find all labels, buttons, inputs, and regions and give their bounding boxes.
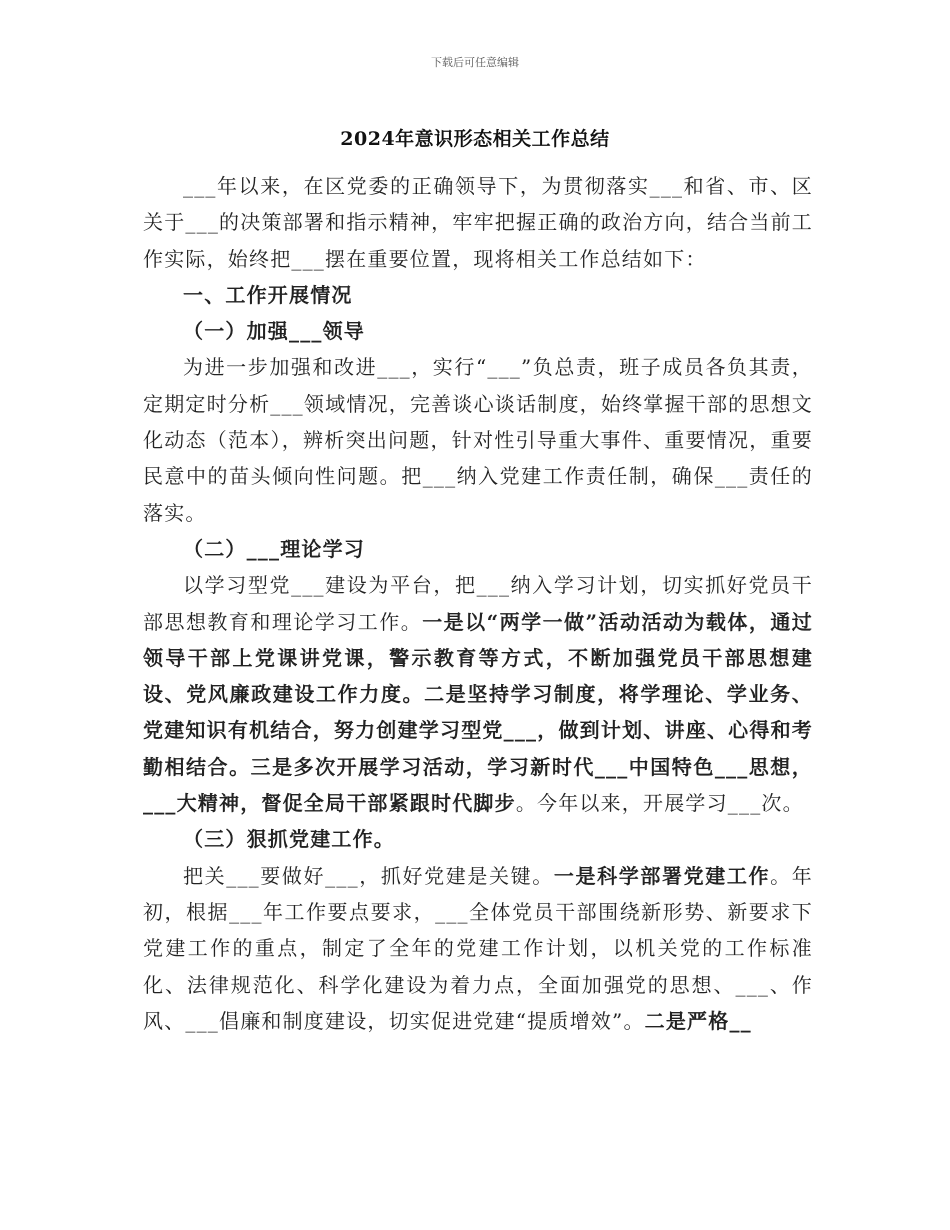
subsection-3-text-a: 把关___要做好___，抓好党建是关键。 [183, 863, 554, 888]
subsection-3-text-bold-1: 一是科学部署党建工作 [553, 863, 771, 888]
intro-paragraph: ___年以来，在区党委的正确领导下，为贯彻落实___和省、市、区关于___的决策部署和指示精神，牢牢把握正确的政治方向，结合当前工作实际，始终把___摆在重要位置，现将相关工作总结如下： [143, 174, 813, 271]
subsection-3-paragraph [143, 858, 813, 1039]
subsection-heading-3: （三）狠抓党建工作。 [183, 827, 395, 852]
subsection-2-text-a: 以学习型党___建设为平台，把___纳入学习计划，切实抓好党员干部思想教育和理论学习工作。 [143, 573, 813, 634]
subsection-2-paragraph [143, 567, 813, 821]
document-body [143, 168, 813, 1039]
subsection-2-text-c: 。今年以来，开展学习___次。 [515, 791, 804, 816]
subsection-heading-2: （二）___理论学习 [183, 536, 365, 561]
section-heading-1: 一、工作开展情况 [183, 282, 353, 307]
subsection-3-text-b: 。年初，根据___年工作要点要求，___全体党员干部围绕新形势、新要求下党建工作的重点，制定了全年的党建工作计划，以机关党的工作标准化、法律规范化、科学化建设为着力点，全面加强党的思想、___、作风、___倡廉和制度建设，切实促进党建“提质增效”。 [143, 863, 814, 1033]
subsection-3-text-bold-2: 二是严格__ [644, 1008, 752, 1033]
subsection-heading-1: （一）加强___领导 [183, 319, 365, 344]
subsection-1-paragraph: 为进一步加强和改进___，实行“___”负总责，班子成员各负其责，定期定时分析___领域情况，完善谈心谈话制度，始终掌握干部的思想文化动态（范本），辨析突出问题，针对性引导重大事件、重要情况，重要民意中的苗头倾向性问题。把___纳入党建工作责任制，确保___责任的落实。 [143, 355, 813, 525]
page-header: 下载后可任意编辑 [431, 56, 519, 69]
subsection-2-text-bold: 一是以“两学一做”活动活动为载体，通过领导干部上党课讲党课，警示教育等方式，不断加强党员干部思想建设、党风廉政建设工作力度。二是坚持学习制度，将学理论、学业务、党建知识有机结合，努力创建学习型党___，做到计划、讲座、心得和考勤相结合。三是多次开展学习活动，学习新时代___中国特色___思想，___大精神，督促全局干部紧跟时代脚步 [143, 609, 813, 816]
document-title: 2024年意识形态相关工作总结 [340, 128, 610, 150]
